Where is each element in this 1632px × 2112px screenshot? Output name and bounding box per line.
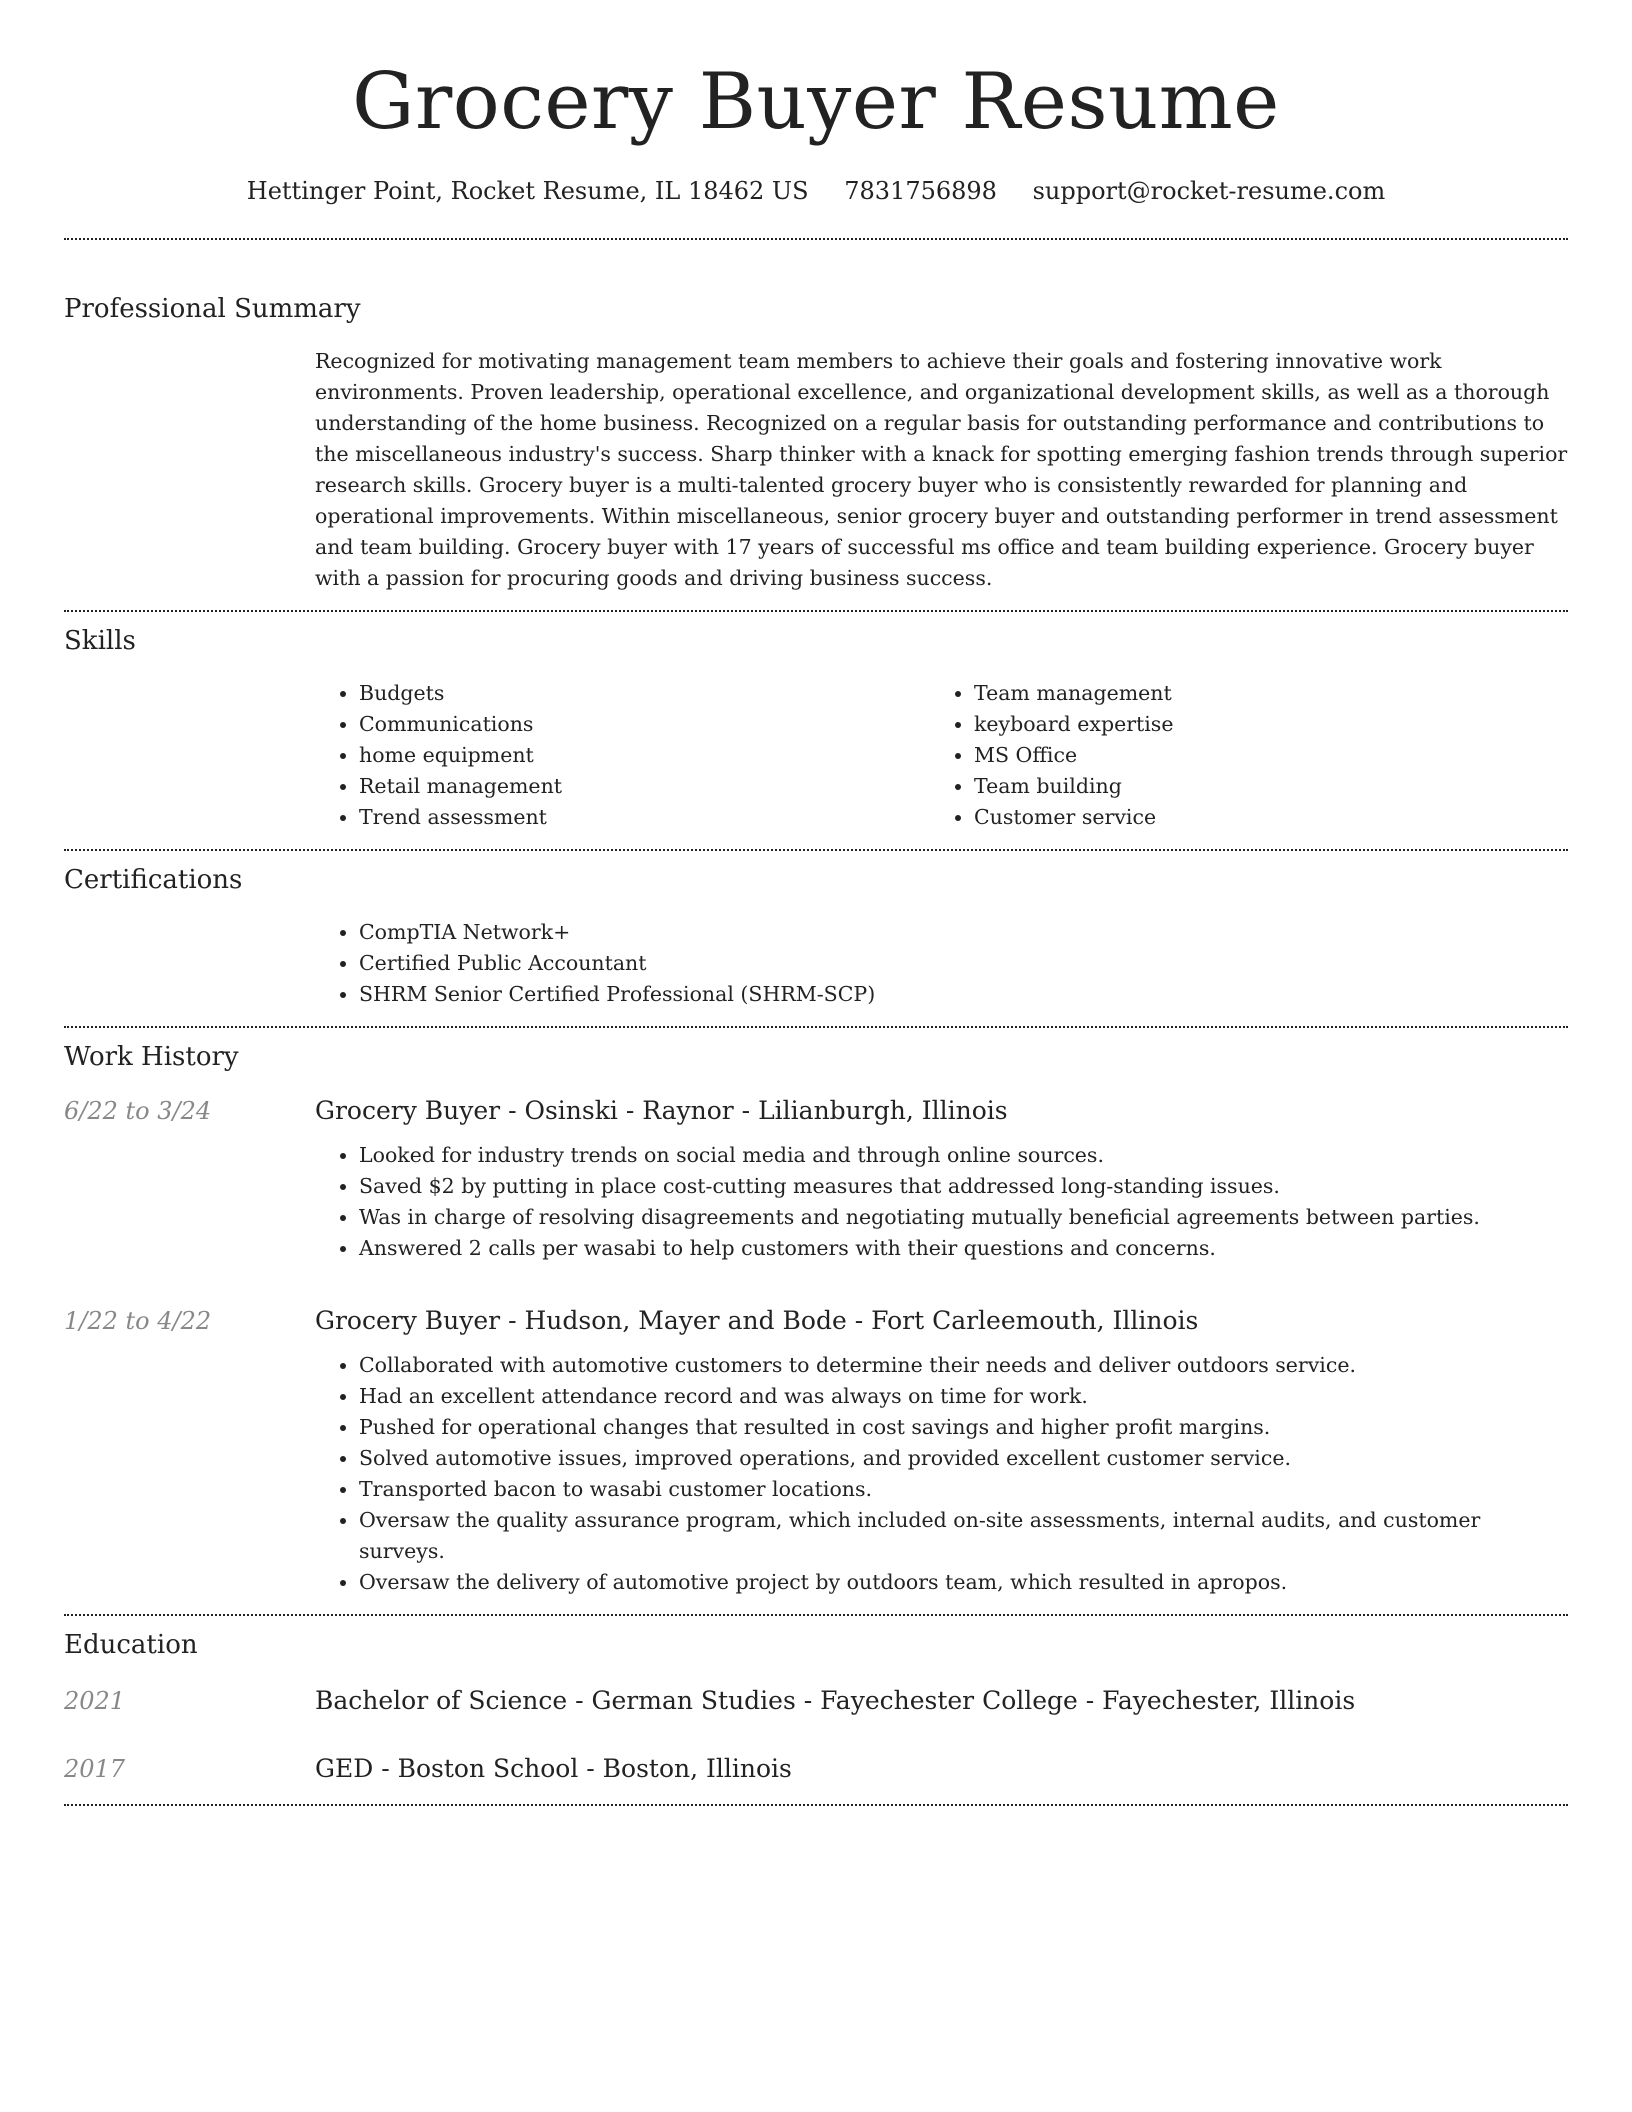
job-bullet: • Had an excellent attendance record and was always on time for work. [359,1381,1568,1412]
skills-heading: Skills [64,626,136,656]
skill-item: • MS Office [974,740,1545,771]
job-bullet: • Was in charge of resolving disagreements and negotiating mutually beneficial agreements between parties. [359,1202,1568,1233]
job-bullet: • Looked for industry trends on social media and through online sources. [359,1140,1568,1171]
education-entry [64,1684,1568,1718]
job-bullet: • Oversaw the delivery of automotive project by outdoors team, which resulted in apropos. [359,1567,1568,1598]
job-dates: 1/22 to 4/22 [64,1307,212,1335]
certifications-list [315,917,1568,1010]
skills-column-left [315,678,930,833]
job-bullet: • Transported bacon to wasabi customer locations. [359,1474,1568,1505]
job-entry [64,1304,1568,1598]
resume-title: Grocery Buyer Resume [352,57,1280,147]
contact-address: Hettinger Point, Rocket Resume, IL 18462 US [246,177,809,205]
job-bullets [315,1140,1568,1264]
divider [64,1804,1568,1806]
job-bullet: • Collaborated with automotive customers to determine their needs and deliver outdoors service. [359,1350,1568,1381]
job-bullets [315,1350,1568,1598]
job-entry [64,1094,1568,1264]
certification-item: • SHRM Senior Certified Professional (SHRM-SCP) [359,979,1568,1010]
education-heading-line: Bachelor of Science - German Studies - Fayechester College - Fayechester, Illinois [315,1686,1356,1715]
skill-item: • Communications [359,709,930,740]
education-year: 2021 [64,1687,126,1715]
skill-item: • Retail management [359,771,930,802]
job-bullet: • Saved $2 by putting in place cost-cutting measures that addressed long-standing issues. [359,1171,1568,1202]
job-heading: Grocery Buyer - Hudson, Mayer and Bode - Fort Carleemouth, Illinois [315,1306,1199,1335]
summary-body [315,346,1568,594]
certification-item: • Certified Public Accountant [359,948,1568,979]
contact-email: support@rocket-resume.com [1032,177,1386,205]
resume-page [64,0,1568,1806]
summary-text: Recognized for motivating management team members to achieve their goals and fostering innovative work environments. Proven leadership, operational excellence, and organizational development skills, as well as a thorough understanding of the home business. Recognized on a regular basis for outstanding performance and contributions to the miscellaneous industry's success. Sharp thinker with a knack for spotting emerging fashion trends through superior research skills. Grocery buyer is a multi-talented grocery buyer who is consistently rewarded for planning and operational improvements. Within miscellaneous, senior grocery buyer and outstanding performer in trend assessment and team building. Grocery buyer with 17 years of successful ms office and team building experience. Grocery buyer with a passion for procuring goods and driving business success. [315,349,1568,590]
contact-phone: 7831756898 [844,177,997,205]
skills-column-right [930,678,1545,833]
skill-item: • Team building [974,771,1545,802]
job-heading: Grocery Buyer - Osinski - Raynor - Lilianburgh, Illinois [315,1096,1008,1125]
summary-heading: Professional Summary [64,294,361,324]
job-bullet: • Pushed for operational changes that resulted in cost savings and higher profit margins. [359,1412,1568,1443]
certification-item: • CompTIA Network+ [359,917,1568,948]
skills-list [315,678,1568,833]
skill-item: • Customer service [974,802,1545,833]
skill-item: • keyboard expertise [974,709,1545,740]
job-bullet: • Solved automotive issues, improved operations, and provided excellent customer service. [359,1443,1568,1474]
summary-section [64,240,1568,610]
education-heading-line: GED - Boston School - Boston, Illinois [315,1754,792,1783]
work-history-section [64,1028,1568,1614]
education-year: 2017 [64,1755,126,1783]
skill-item: • Budgets [359,678,930,709]
skill-item: • home equipment [359,740,930,771]
skill-item: • Trend assessment [359,802,930,833]
education-heading: Education [64,1630,198,1660]
work-history-heading: Work History [64,1042,239,1072]
education-section [64,1616,1568,1804]
job-bullet: • Answered 2 calls per wasabi to help customers with their questions and concerns. [359,1233,1568,1264]
skills-section [64,612,1568,849]
job-bullet: • Oversaw the quality assurance program, which included on-site assessments, internal audits, and customer surveys. [359,1505,1568,1567]
skill-item: • Team management [974,678,1545,709]
education-entry [64,1752,1568,1786]
certifications-heading: Certifications [64,865,243,895]
certifications-section [64,851,1568,1026]
job-dates: 6/22 to 3/24 [64,1097,212,1125]
contact-line [64,174,1568,208]
